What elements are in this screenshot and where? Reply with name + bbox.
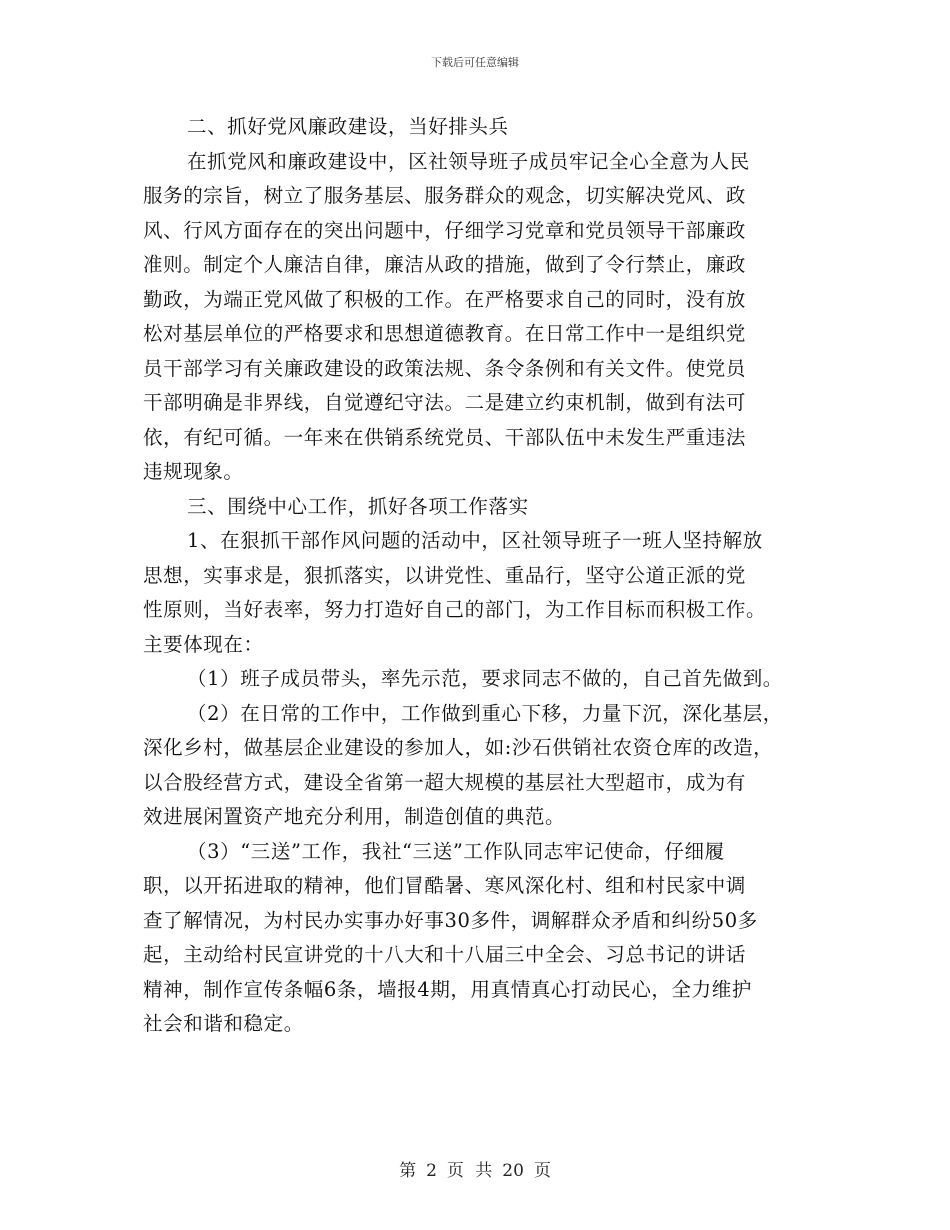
footer-total-pages: 20 [502,1161,524,1181]
header-note: 下载后可任意编辑 [431,56,519,69]
paragraph-line: 效进展闲置资产地充分利用，制造创值的典范。 [143,805,566,828]
list-item: （1）班子成员带头，率先示范，要求同志不做的，自己首先做到。 [187,667,783,690]
footer-suffix: 页 [533,1161,551,1181]
document-body [143,110,823,1042]
paragraph-line: 服务的宗旨，树立了服务基层、服务群众的观念，切实解决党风、政 [143,184,747,207]
section-heading-3: 三、围绕中心工作，抓好各项工作落实 [187,494,529,518]
paragraph-line: 社会和谐和稳定。 [143,1012,304,1035]
paragraph-line: 查了解情况，为村民办实事办好事30多件，调解群众矛盾和纠纷50多 [143,908,758,932]
paragraph-line: 性原则，当好表率，努力打造好自己的部门，为工作目标而积极工作。 [143,598,767,621]
paragraph-line: 准则。制定个人廉洁自律，廉洁从政的措施，做到了令行禁止，廉政 [143,253,747,276]
paragraph-line: 勤政，为端正党风做了积极的工作。在严格要求自己的同时，没有放 [143,287,747,311]
paragraph-line: 员干部学习有关廉政建设的政策法规、条令条例和有关文件。使党员 [143,356,747,380]
list-item: （2）在日常的工作中，工作做到重心下移，力量下沉，深化基层， [187,701,783,725]
paragraph-line: 违规现象。 [143,460,244,483]
paragraph-line: 松对基层单位的严格要求和思想道德教育。在日常工作中一是组织党 [143,322,747,345]
paragraph-line: 依，有纪可循。一年来在供销系统党员、干部队伍中未发生严重违法 [143,425,747,449]
paragraph-line: 风、行风方面存在的突出问题中，仔细学习党章和党员领导干部廉政 [143,218,747,242]
paragraph-line: 以合股经营方式，建设全省第一超大规模的基层社大型超市，成为有 [143,770,747,794]
paragraph-line: 干部明确是非界线，自觉遵纪守法。二是建立约束机制，做到有法可 [143,391,747,414]
footer-middle: 页 共 [446,1161,493,1181]
paragraph-line: 在抓党风和廉政建设中，区社领导班子成员牢记全心全意为人民 [187,149,750,173]
list-item: （3）“三送”工作，我社“三送”工作队同志牢记使命，仔细履 [187,839,725,863]
paragraph-line: 1、在狠抓干部作风问题的活动中，区社领导班子一班人坚持解放 [187,529,763,552]
footer-page-number: 2 [426,1161,437,1181]
paragraph-line: 深化乡村，做基层企业建设的参加人，如:沙石供销社农资仓库的改造， [143,736,774,759]
paragraph-line: 主要体现在： [143,632,264,656]
paragraph-line: 起，主动给村民宣讲党的十八大和十八届三中全会、习总书记的讲话 [143,943,747,966]
page-footer [0,1156,950,1181]
section-heading-2: 二、抓好党风廉政建设，当好排头兵 [187,115,509,138]
footer-prefix: 第 [399,1161,417,1181]
paragraph-line: 精神，制作宣传条幅6条，墙报4期，用真情真心打动民心，全力维护 [143,977,752,1001]
paragraph-line: 职，以开拓进取的精神，他们冒酷暑、寒风深化村、组和村民家中调 [143,874,747,897]
paragraph-line: 思想，实事求是，狠抓落实，以讲党性、重品行，坚守公道正派的党 [143,563,747,587]
